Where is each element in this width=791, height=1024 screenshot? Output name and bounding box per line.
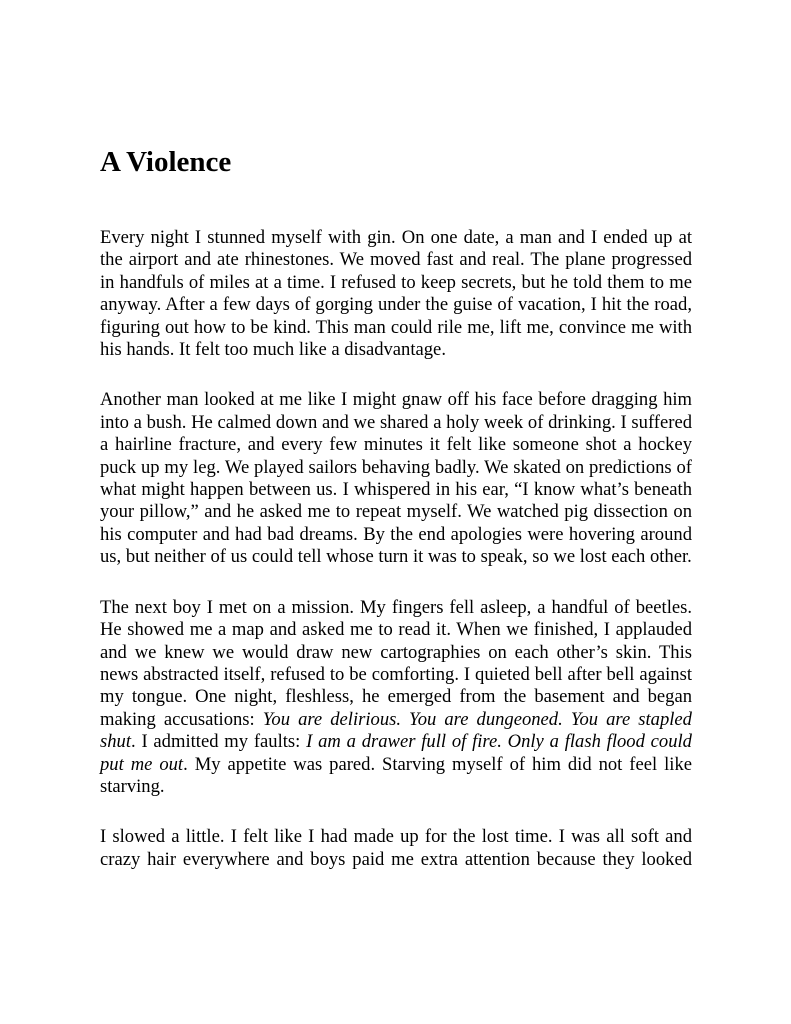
paragraph-3-text-a: The next boy I met on a mission. My fingers fell asleep, a handful of beetles. He showed me a map and asked me to read it. When we finished, I applauded and we knew we would draw new cartographies on each other’s skin. This news abstracted itself, refused to be comforting. I quieted bell after bell against my tongue. One night, fleshless, he emerged from the basement and began making accusations: bbox=[100, 596, 692, 730]
paragraph-3-text-e: . My appetite was pared. Starving myself of him did not feel like starving. bbox=[100, 753, 692, 797]
paragraph-3-text-c: . I admitted my faults: bbox=[131, 731, 307, 753]
paragraph-4: I slowed a little. I felt like I had made up for the lost time. I was all soft and crazy hair everywhere and boys paid me extra attention because they looked bbox=[100, 826, 692, 870]
paragraph-2: Another man looked at me like I might gnaw off his face before dragging him into a bush. He calmed down and we shared a holy week of drinking. I suffered a hairline fracture, and every few minutes it felt like someone shot a hockey puck up my leg. We played sailors behaving badly. We skated on predictions of what might happen between us. I whispered in his ear, “I know what’s beneath your pillow,” and he asked me to repeat myself. We watched pig dissection on his computer and had bad dreams. By the end apologies were hovering around us, but neither of us could tell whose turn it was to speak, so we lost each other. bbox=[100, 389, 692, 568]
paragraph-1: Every night I stunned myself with gin. On one date, a man and I ended up at the airport and ate rhinestones. We moved fast and real. The plane progressed in handfuls of miles at a time. I refused to keep secrets, but he told them to me anyway. After a few days of gorging under the guise of vacation, I hit the road, figuring out how to be kind. This man could rile me, lift me, convince me with his hands. It felt too much like a disadvantage. bbox=[100, 227, 692, 361]
paragraph-3-italic-accusations: You are delirious. You are dungeoned. You are stapled shut bbox=[100, 708, 692, 753]
paragraph-3-italic-faults: I am a drawer full of fire. Only a flash flood could put me out bbox=[100, 731, 692, 775]
paragraph-3 bbox=[100, 597, 692, 799]
document-body bbox=[100, 227, 692, 899]
page-title: A Violence bbox=[100, 146, 232, 178]
